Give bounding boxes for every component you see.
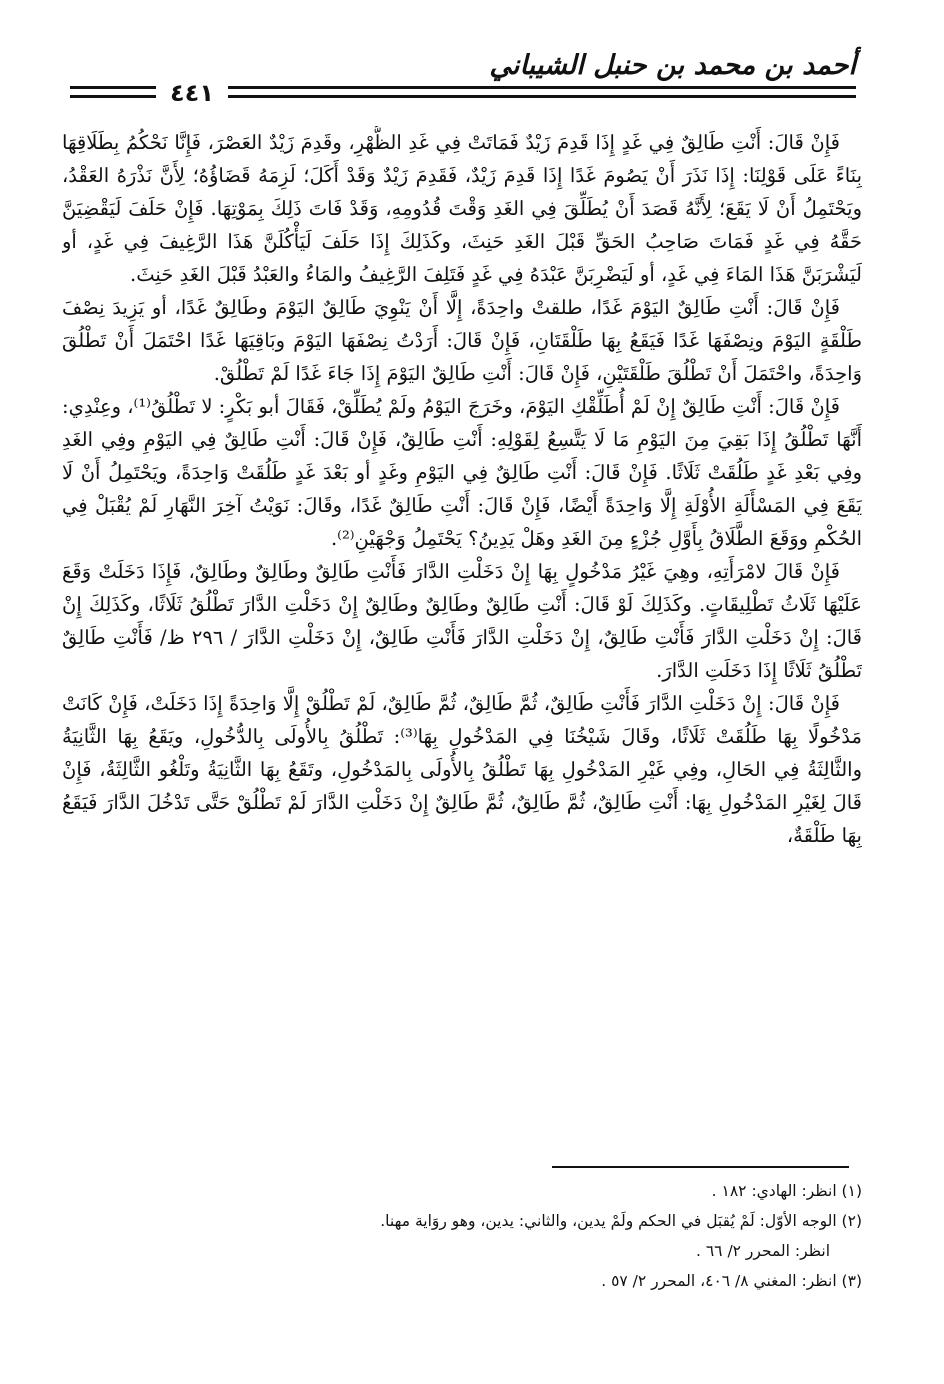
footnote-1: (١) انظر: الهادي: ١٨٢ . xyxy=(711,1182,862,1200)
paragraph: فَإِنْ قَالَ: إِنْ دَخَلْتِ الدَّارَ فَأَنْتِ طَالِقٌ، ثُمَّ طَالِقٌ، ثُمَّ طَالِقٌ، لَمْ تَطْلُقْ إِلَّا وَاحِدَةً إِذَا دَخَلَتْ، فَإِنْ كَانَتْ مَدْخُولًا بِهَا طَلُقَتْ ثَلَاثًا، وقَالَ شَيْخُنَا فِي المَدْخُولِ بِهَا⁽³⁾: تَطْلُقُ بِالأُولَى بِالدُّخُولِ، ويَقَعُ بِهَا الثَّانِيَةُ والثَّالِثَةُ فِي الحَالِ، وفِي غَيْرِ المَدْخُولِ بِهَا تَطْلُقُ بِالأُولَى بِالمَدْخُولِ، وتَقَعُ بِهَا الثَّانِيَةُ وتَلْغُو الثَّالِثَةُ، فَإِنْ قَالَ لِغَيْرِ المَدْخُولِ بِهَا: أَنْتِ طَالِقٌ، ثُمَّ طَالِقٌ، ثُمَّ طَالِقٌ إِنْ دَخَلْتِ الدَّارَ لَمْ تَطْلُقْ حَتَّى تَدْخُلَ الدَّارَ فَيَقَعُ بِهَا طَلْقَةٌ، xyxy=(62,692,862,847)
footnote-2: (٢) الوجه الأوّل: لَمْ يُقبَل في الحكم ولَمْ يدين، والثاني: يدين، وهو روَاية مهنا. xyxy=(380,1212,862,1230)
paragraph: فَإِنْ قَالَ: أَنْتِ طَالِقٌ فِي غَدٍ إِذَا قَدِمَ زَيْدٌ فَمَاتَتْ فِي غَدِ الظُّهْرِ، وقَدِمَ زَيْدٌ العَصْرَ، فَإِنَّا نَحْكُمُ بِطَلَاقِهَا بِنَاءً عَلَى قَوْلِنَا: إِذَا نَذَرَ أَنْ يَصُومَ غَدًا إِذَا قَدِمَ زَيْدٌ، فَقَدِمَ زَيْدٌ وَقَدْ أَكَلَ؛ لَزِمَهُ قَضَاؤُهُ؛ لِأَنَّ نَذْرَهُ العَقْدُ، ويَحْتَمِلُ أَنْ لَا يَقَعَ؛ لِأَنَّهُ قَصَدَ أَنْ يُطَلِّقَ فِي الغَدِ وَقْتَ قُدُومِهِ، وَقَدْ فَاتَ ذَلِكَ بِمَوْتِهَا. فَإِنْ حَلَفَ لَيَقْضِيَنَّ حَقَّهُ فِي غَدٍ فَمَاتَ صَاحِبُ الحَقِّ قَبْلَ الغَدِ حَنِثَ، وكَذَلِكَ إِذَا حَلَفَ لَيَأْكُلَنَّ هَذَا الرَّغِيفَ فِي غَدٍ، أو لَيَشْرَبَنَّ هَذَا المَاءَ فِي غَدٍ، أو لَيَضْرِبَنَّ عَبْدَهُ فِي غَدٍ فَتَلِفَ الرَّغِيفُ والمَاءُ والعَبْدُ قَبْلَ الغَدِ حَنِثَ. xyxy=(62,131,862,286)
header-rule-left xyxy=(70,86,156,98)
running-title: أحمد بن محمد بن حنبل الشيباني xyxy=(489,50,856,81)
header-rule-right xyxy=(228,86,856,98)
paragraph: فَإِنْ قَالَ: أَنْتِ طَالِقٌ اليَوْمَ غَدًا، طلقتْ واحِدَةً، إِلَّا أَنْ يَنْوِيَ طَالِقٌ اليَوْمَ وطَالِقٌ غَدًا، أو يَزِيدَ نِصْفَ طَلْقَةٍ اليَوْمَ ونِصْفَهَا غَدًا فَيَقَعُ بِهَا طَلْقَتَانِ، فَإِنْ قَالَ: أَرَدْتُ نِصْفَهَا اليَوْمَ وبَاقِيَهَا غَدًا احْتَمَلَ أَنْ تَطْلُقَ وَاحِدَةً، واحْتَمَلَ أَنْ تَطْلُقَ طَلْقَتَيْنِ، فَإِنْ قَالَ: أَنْتِ طَالِقٌ اليَوْمَ إِذَا جَاءَ غَدًا لَمْ تَطْلُقْ. xyxy=(62,296,862,385)
paragraph: فَإِنْ قَالَ لامْرَأَتِهِ، وهِيَ غَيْرُ مَدْخُولٍ بِهَا إِنْ دَخَلْتِ الدَّارَ فَأَنْتِ طَالِقٌ وطَالِقٌ وطَالِقٌ، فَإِذَا دَخَلَتْ وَقَعَ عَلَيْهَا ثَلَاثُ تَطْلِيقَاتٍ. وكَذَلِكَ لَوْ قَالَ: أَنْتِ طَالِقٌ وطَالِقٌ وطَالِقٌ إِنْ دَخَلْتِ الدَّارَ تَطْلُقُ ثَلَاثًا، وكَذَلِكَ إِنْ قَالَ: إِنْ دَخَلْتِ الدَّارَ فَأَنْتِ طَالِقٌ، إِنْ دَخَلْتِ الدَّارَ فَأَنْتِ طَالِقٌ، إِنْ دَخَلْتِ الدَّارَ / ٢٩٦ ظ/ فَأَنْتِ طَالِقٌ تَطْلُقُ ثَلَاثًا إِذَا دَخَلَتِ الدَّارَ. xyxy=(62,560,862,682)
footnotes xyxy=(62,1178,862,1298)
footnote-separator xyxy=(552,1166,849,1168)
footnote-3: (٣) انظر: المغني ٨/ ٤٠٦، المحرر ٢/ ٥٧ . xyxy=(601,1272,862,1290)
paragraph: فَإِنْ قَالَ: أَنْتِ طَالِقٌ إِنْ لَمْ أُطَلِّقْكِ اليَوْمَ، وخَرَجَ اليَوْمُ ولَمْ يُطَلِّقْ، فَقَالَ أبو بَكْرٍ: لا تَطْلُقُ⁽¹⁾، وعِنْدِي: أَنَّهَا تَطْلُقُ إِذَا بَقِيَ مِنَ اليَوْمِ مَا لَا يَتَّسِعُ لِقَوْلِهِ: أَنْتِ طَالِقٌ، فَإِنْ قَالَ: أَنْتِ طَالِقٌ فِي اليَوْمِ وفِي الغَدِ وفِي بَعْدِ غَدٍ طَلُقَتْ ثَلَاثًا. فَإِنْ قَالَ: أَنْتِ طَالِقٌ فِي اليَوْمِ وغَدٍ أو بَعْدَ غَدٍ طَلُقَتْ وَاحِدَةً، ويَحْتَمِلُ أَنْ لَا يَقَعَ فِي المَسْأَلَةِ الأُوْلَةِ إِلَّا وَاحِدَةً أَيْضًا، فَإِنْ قَالَ: أَنْتِ طَالِقٌ غَدًا، وقَالَ: نَوَيْتُ آخِرَ النَّهَارِ لَمْ يُقْبَلْ فِي الحُكْمِ ووَقَعَ الطَّلَاقُ بِأَوَّلِ جُزْءٍ مِنَ الغَدِ وهَلْ يَدِينُ؟ يَحْتَمِلُ وَجْهَيْنِ⁽²⁾. xyxy=(62,395,862,550)
footnote-2-continuation: انظر: المحرر ٢/ ٦٦ . xyxy=(696,1242,830,1260)
main-text xyxy=(62,126,862,1166)
page-header xyxy=(70,46,856,106)
page-number: ٤٤١ xyxy=(156,80,228,106)
